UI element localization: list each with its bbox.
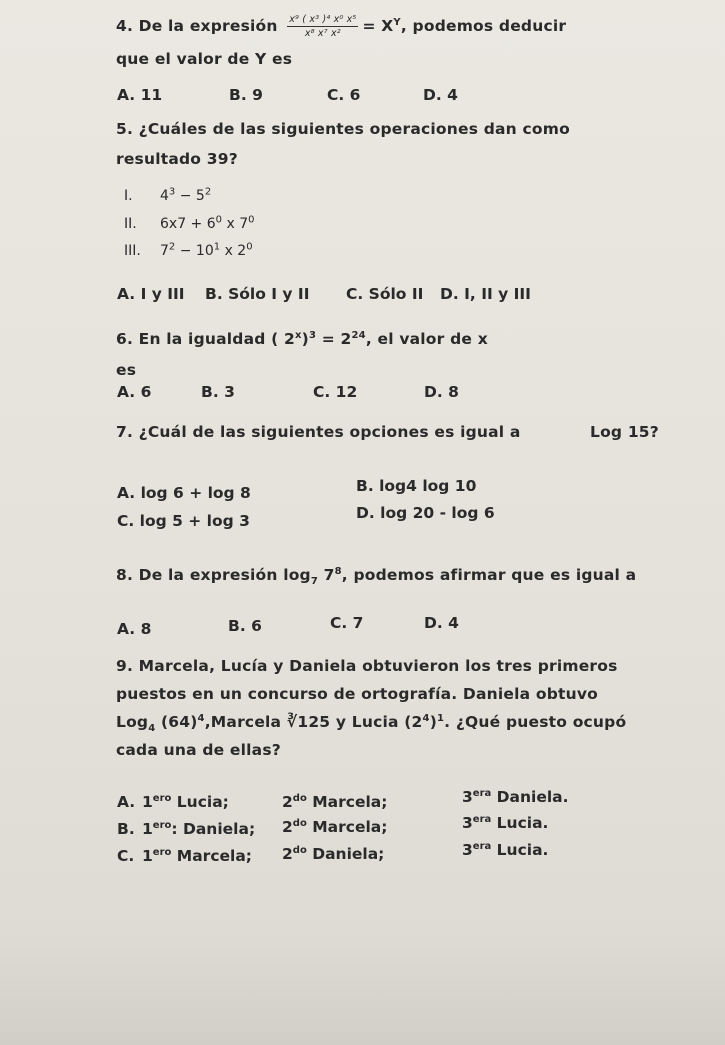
q6-eq: = 2 (316, 330, 352, 348)
q7-option-b[interactable]: B. log4 log 10 (356, 477, 477, 495)
q9-c-third-sup: era (472, 840, 492, 852)
q4-line1 (116, 14, 566, 39)
q5-option-a[interactable]: A. I y III (117, 285, 185, 303)
q5-line2: resultado 39? (116, 150, 238, 168)
q9-paren: ) (429, 713, 437, 731)
q4-option-a[interactable]: A. 11 (117, 86, 163, 104)
q9-a-second-num: 2 (282, 793, 293, 811)
q5-item-1-base: 4 (160, 188, 169, 204)
q9-c-second-num: 2 (282, 845, 293, 863)
q9-option-c-second[interactable] (282, 845, 384, 863)
q5-option-b[interactable]: B. Sólo I y II (205, 285, 310, 303)
q5-item-2 (124, 216, 254, 232)
q4-option-c[interactable]: C. 6 (327, 86, 361, 104)
q5-item-3-base: 7 (160, 243, 169, 259)
q4-option-b[interactable]: B. 9 (229, 86, 263, 104)
q9-b-first-name: : Daniela; (171, 820, 256, 838)
q4-denominator: x⁸ x⁷ x² (304, 28, 341, 39)
page-shadow (0, 930, 725, 1045)
q5-item-3-e2: 1 (213, 241, 221, 253)
q9-b-second-sup: do (292, 817, 307, 829)
q9-c-second-name: Daniela; (306, 845, 385, 863)
q9-question: . ¿Qué puesto ocupó (444, 713, 627, 731)
q9-option-c-first[interactable] (142, 847, 252, 865)
q5-item-1-mid: − 5 (175, 188, 205, 204)
q9-a-third-sup: era (472, 787, 492, 799)
q8-exp: 8 (334, 565, 342, 577)
q4-fraction (287, 14, 358, 39)
q5-option-d[interactable]: D. I, II y III (440, 285, 531, 303)
q9-b-first-sup: ero (152, 819, 172, 831)
q9-log: Log (116, 713, 149, 731)
q7-line1: 7. ¿Cuál de las siguientes opciones es igual a (116, 423, 521, 441)
q9-c-third-name: Lucia. (491, 841, 549, 859)
q5-item-2-base: 6x7 + 6 (160, 216, 216, 232)
q5-option-c[interactable]: C. Sólo II (346, 285, 424, 303)
q6-option-a[interactable]: A. 6 (117, 383, 152, 401)
q9-option-a-third[interactable] (462, 788, 569, 806)
q5-item-1 (124, 188, 211, 204)
q9-b-first-num: 1 (142, 820, 153, 838)
q4-exp: Y (393, 16, 401, 28)
q7-option-c[interactable]: C. log 5 + log 3 (117, 512, 250, 530)
q9-c-first-sup: ero (152, 846, 172, 858)
q9-option-c-letter[interactable]: C. (117, 847, 135, 865)
q9-a-second-sup: do (292, 792, 307, 804)
q8-option-d[interactable]: D. 4 (424, 614, 459, 632)
q9-line3 (116, 712, 627, 735)
q8-option-b[interactable]: B. 6 (228, 617, 262, 635)
q6-mid: ) (301, 330, 309, 348)
q9-option-a-first[interactable] (142, 793, 229, 811)
q9-c-first-name: Marcela; (171, 847, 252, 865)
q4-numerator: x⁹ ( x³ )⁴ x⁰ x⁵ (289, 14, 357, 25)
q6-option-d[interactable]: D. 8 (424, 383, 459, 401)
q9-a-third-name: Daniela. (491, 788, 569, 806)
q9-a-first-name: Lucia; (171, 793, 229, 811)
q9-b-third-sup: era (472, 813, 492, 825)
q9-a-third-num: 3 (462, 788, 473, 806)
q9-b-third-name: Lucia. (491, 814, 549, 832)
q8-suffix: , podemos afirmar que es igual a (341, 566, 637, 584)
q7-option-d[interactable]: D. log 20 - log 6 (356, 504, 495, 522)
q9-a-second-name: Marcela; (306, 793, 388, 811)
q6-option-c[interactable]: C. 12 (313, 383, 358, 401)
q9-log-base: 4 (148, 723, 156, 735)
q9-option-c-third[interactable] (462, 841, 548, 859)
q9-option-b-letter[interactable]: B. (117, 820, 135, 838)
q9-option-a-letter[interactable]: A. (117, 793, 136, 811)
q8-base: 7 (318, 566, 335, 584)
q5-item-3-e1: 2 (168, 241, 176, 253)
q9-64-exp: 4 (197, 712, 205, 724)
q5-item-1-e2: 2 (204, 186, 212, 198)
q4-line2: que el valor de Y es (116, 50, 293, 68)
q5-item-2-num: II. (124, 216, 137, 232)
q6-exp24: 24 (351, 329, 366, 341)
q9-option-b-first[interactable] (142, 820, 255, 838)
q6-suffix: , el valor de x (365, 330, 488, 348)
q9-2-exp: 4 (422, 712, 430, 724)
q5-item-3-mid: − 10 (175, 243, 214, 259)
q8-option-a[interactable]: A. 8 (117, 620, 152, 638)
q5-item-3-tail: x 2 (220, 243, 247, 259)
q6-line2: es (116, 361, 137, 379)
q5-item-2-e2: 0 (248, 214, 255, 226)
q7-option-a[interactable]: A. log 6 + log 8 (117, 484, 251, 502)
q4-suffix: , podemos deducir (400, 17, 567, 35)
q9-b-second-name: Marcela; (306, 818, 388, 836)
q9-marcela-lucia: ,Marcela ∛125 y Lucia (2 (204, 713, 423, 731)
q5-item-3-e3: 0 (246, 241, 253, 253)
q4-equals: = X (362, 17, 394, 35)
q9-c-third-num: 3 (462, 841, 473, 859)
q9-line2: puestos en un concurso de ortografía. Daniela obtuvo (116, 685, 599, 703)
q9-c-second-sup: do (292, 844, 307, 856)
q9-b-third-num: 3 (462, 814, 473, 832)
q9-option-b-third[interactable] (462, 814, 548, 832)
q4-option-d[interactable]: D. 4 (423, 86, 458, 104)
q6-prefix: 6. En la igualdad ( 2 (116, 330, 295, 348)
q4-prefix: 4. De la expresión (116, 17, 278, 35)
q9-line4: cada una de ellas? (116, 741, 281, 759)
q6-x: x (294, 329, 302, 341)
q9-c-first-num: 1 (142, 847, 153, 865)
q9-line1: 9. Marcela, Lucía y Daniela obtuvieron los tres primeros (116, 657, 618, 675)
q5-item-2-mid: x 7 (222, 216, 249, 232)
q9-a-first-num: 1 (142, 793, 153, 811)
q5-item-1-e1: 3 (168, 186, 176, 198)
q9-a-first-sup: ero (152, 792, 172, 804)
q6-line1 (116, 330, 488, 348)
q5-item-3 (124, 243, 253, 259)
q5-line1: 5. ¿Cuáles de las siguientes operaciones dan como (116, 120, 570, 138)
q6-exp3: 3 (308, 329, 317, 341)
q5-item-1-num: I. (124, 188, 133, 204)
q9-option-b-second[interactable] (282, 818, 387, 836)
q8-option-c[interactable]: C. 7 (330, 614, 364, 632)
q5-item-3-num: III. (124, 243, 141, 259)
q8-prefix: 8. De la expresión log (116, 566, 311, 584)
q9-option-a-second[interactable] (282, 793, 387, 811)
q9-b-second-num: 2 (282, 818, 293, 836)
q5-item-2-e1: 0 (215, 214, 223, 226)
q6-option-b[interactable]: B. 3 (201, 383, 235, 401)
q9-64: (64) (155, 713, 198, 731)
q9-paren-exp: 1 (437, 712, 445, 724)
q8-line1 (116, 565, 637, 588)
q7-target: Log 15? (590, 423, 659, 441)
q8-sub: 7 (310, 576, 319, 588)
